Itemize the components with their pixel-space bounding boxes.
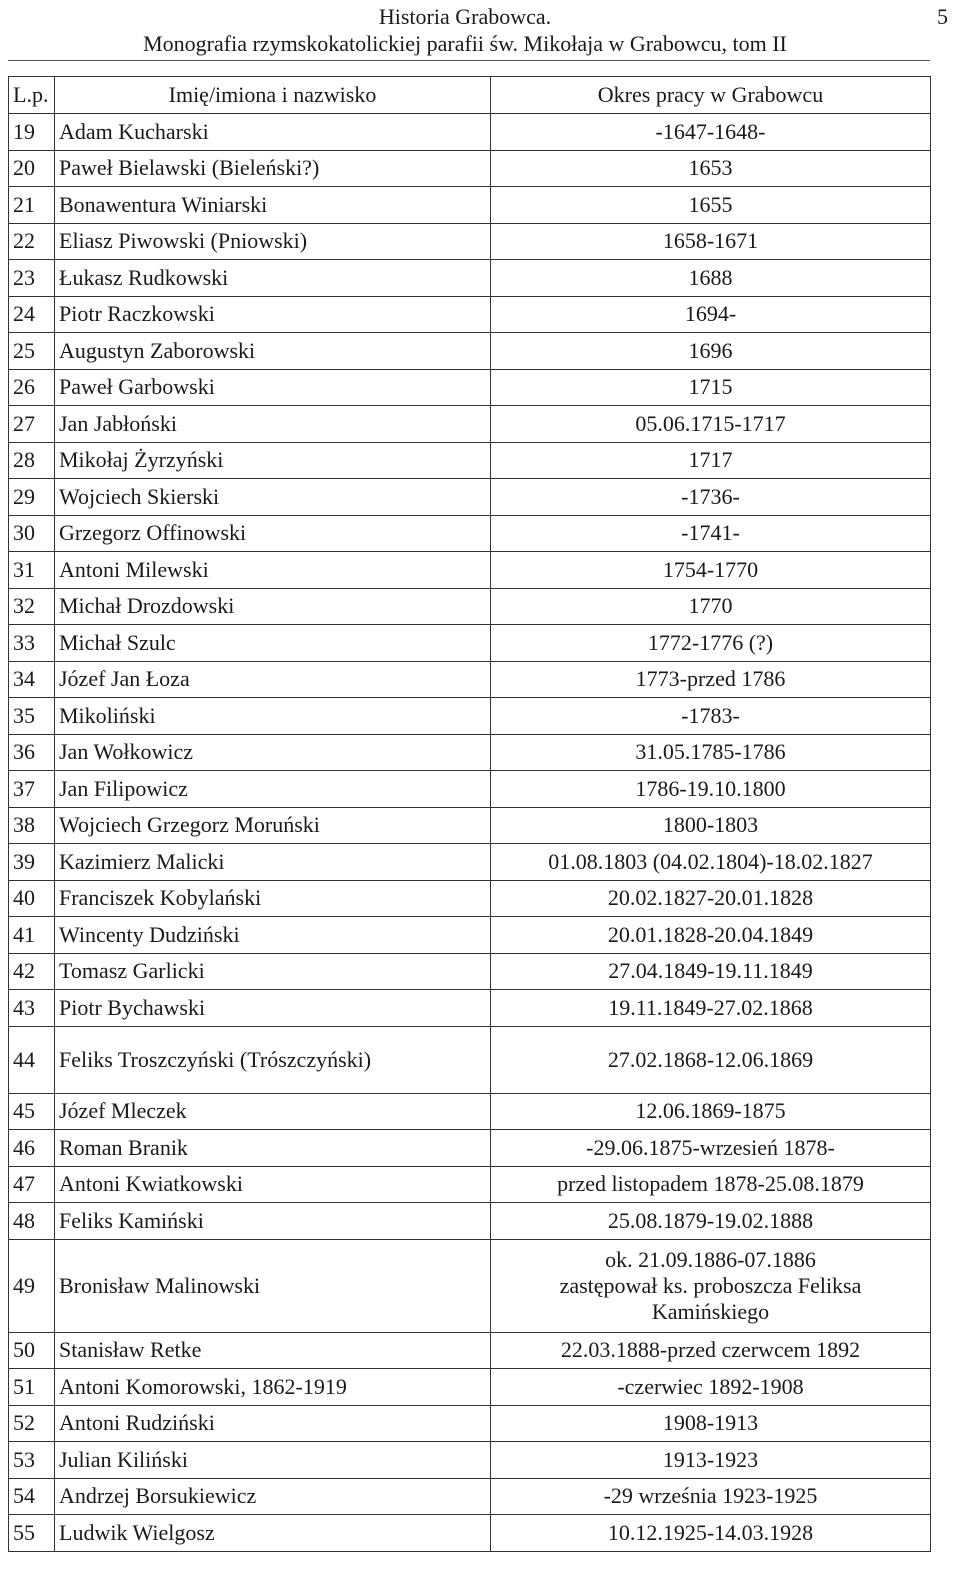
row-number: 51 <box>9 1369 55 1406</box>
service-period: -1783- <box>491 698 931 735</box>
table-row <box>9 917 931 954</box>
table-row <box>9 1239 931 1332</box>
service-period: 1653 <box>491 150 931 187</box>
service-period: 20.02.1827-20.01.1828 <box>491 880 931 917</box>
service-period-line: zastępował ks. proboszcza Feliksa <box>559 1272 862 1298</box>
service-period: 1688 <box>491 260 931 297</box>
priest-name: Jan Jabłoński <box>55 406 491 443</box>
table-row <box>9 1093 931 1130</box>
priest-name: Julian Kiliński <box>55 1442 491 1479</box>
service-period: przed listopadem 1878-25.08.1879 <box>491 1166 931 1203</box>
service-period: 1772-1776 (?) <box>491 625 931 662</box>
row-number: 36 <box>9 734 55 771</box>
row-number: 42 <box>9 953 55 990</box>
priest-name: Stanisław Retke <box>55 1332 491 1369</box>
table-row <box>9 1405 931 1442</box>
table-row <box>9 1515 931 1552</box>
priest-name: Bronisław Malinowski <box>55 1239 491 1332</box>
column-header-period: Okres pracy w Grabowcu <box>491 77 931 114</box>
table-row <box>9 515 931 552</box>
row-number: 48 <box>9 1203 55 1240</box>
service-period: 01.08.1803 (04.02.1804)-18.02.1827 <box>491 844 931 881</box>
row-number: 35 <box>9 698 55 735</box>
table-row <box>9 698 931 735</box>
priest-name: Antoni Kwiatkowski <box>55 1166 491 1203</box>
service-period: -29 września 1923-1925 <box>491 1478 931 1515</box>
table-row <box>9 1369 931 1406</box>
priest-name: Michał Szulc <box>55 625 491 662</box>
service-period <box>491 1239 931 1332</box>
priest-name: Augustyn Zaborowski <box>55 333 491 370</box>
priest-name: Feliks Kamiński <box>55 1203 491 1240</box>
service-period-line: Kamińskiego <box>651 1298 770 1324</box>
row-number: 24 <box>9 296 55 333</box>
table-row <box>9 552 931 589</box>
priest-name: Franciszek Kobylański <box>55 880 491 917</box>
document-title: Historia Grabowca. <box>378 4 552 29</box>
row-number: 28 <box>9 442 55 479</box>
row-number: 31 <box>9 552 55 589</box>
row-number: 21 <box>9 187 55 224</box>
service-period: 1773-przed 1786 <box>491 661 931 698</box>
table-row <box>9 114 931 151</box>
table-row <box>9 880 931 917</box>
priest-name: Mikoliński <box>55 698 491 735</box>
service-period: 1655 <box>491 187 931 224</box>
table-row <box>9 1130 931 1167</box>
table-row <box>9 1166 931 1203</box>
service-period: -29.06.1875-wrzesień 1878- <box>491 1130 931 1167</box>
priest-name: Piotr Bychawski <box>55 990 491 1027</box>
priest-name: Michał Drozdowski <box>55 588 491 625</box>
page-number: 5 <box>937 4 948 29</box>
service-period: -czerwiec 1892-1908 <box>491 1369 931 1406</box>
row-number: 50 <box>9 1332 55 1369</box>
service-period: 05.06.1715-1717 <box>491 406 931 443</box>
priest-name: Józef Mleczek <box>55 1093 491 1130</box>
document-subtitle: Monografia rzymskokatolickiej parafii św. Mikołaja w Grabowcu, tom II <box>143 31 787 56</box>
service-period: 1786-19.10.1800 <box>491 771 931 808</box>
priest-name: Antoni Milewski <box>55 552 491 589</box>
priest-name: Feliks Troszczyński (Trószczyński) <box>55 1026 491 1093</box>
table-row <box>9 625 931 662</box>
table-row <box>9 661 931 698</box>
row-number: 27 <box>9 406 55 443</box>
row-number: 34 <box>9 661 55 698</box>
table-row <box>9 1332 931 1369</box>
table-row <box>9 771 931 808</box>
row-number: 23 <box>9 260 55 297</box>
priest-name: Adam Kucharski <box>55 114 491 151</box>
service-period: 27.02.1868-12.06.1869 <box>491 1026 931 1093</box>
service-period: 20.01.1828-20.04.1849 <box>491 917 931 954</box>
service-period: 1717 <box>491 442 931 479</box>
column-header-name: Imię/imiona i nazwisko <box>55 77 491 114</box>
priest-name: Łukasz Rudkowski <box>55 260 491 297</box>
service-period: 22.03.1888-przed czerwcem 1892 <box>491 1332 931 1369</box>
service-period: -1741- <box>491 515 931 552</box>
priest-name: Tomasz Garlicki <box>55 953 491 990</box>
row-number: 22 <box>9 223 55 260</box>
table-row <box>9 406 931 443</box>
table-row <box>9 734 931 771</box>
row-number: 49 <box>9 1239 55 1332</box>
priest-name: Bonawentura Winiarski <box>55 187 491 224</box>
row-number: 44 <box>9 1026 55 1093</box>
service-period: 12.06.1869-1875 <box>491 1093 931 1130</box>
table-row <box>9 479 931 516</box>
service-period-line: ok. 21.09.1886-07.1886 <box>605 1246 816 1272</box>
row-number: 46 <box>9 1130 55 1167</box>
priest-name: Jan Filipowicz <box>55 771 491 808</box>
row-number: 30 <box>9 515 55 552</box>
table-row <box>9 369 931 406</box>
priest-name: Mikołaj Żyrzyński <box>55 442 491 479</box>
table-row <box>9 588 931 625</box>
table-row <box>9 333 931 370</box>
table-header-row <box>9 77 931 114</box>
row-number: 40 <box>9 880 55 917</box>
table-body <box>9 114 931 1552</box>
service-period: 1913-1923 <box>491 1442 931 1479</box>
priest-name: Józef Jan Łoza <box>55 661 491 698</box>
priest-name: Roman Branik <box>55 1130 491 1167</box>
priest-name: Grzegorz Offinowski <box>55 515 491 552</box>
priest-name: Eliasz Piwowski (Pniowski) <box>55 223 491 260</box>
row-number: 33 <box>9 625 55 662</box>
table-row <box>9 844 931 881</box>
service-period: 1770 <box>491 588 931 625</box>
row-number: 43 <box>9 990 55 1027</box>
row-number: 25 <box>9 333 55 370</box>
priest-name: Antoni Komorowski, 1862-1919 <box>55 1369 491 1406</box>
row-number: 39 <box>9 844 55 881</box>
priest-name: Andrzej Borsukiewicz <box>55 1478 491 1515</box>
row-number: 53 <box>9 1442 55 1479</box>
priest-name: Paweł Garbowski <box>55 369 491 406</box>
table-row <box>9 1203 931 1240</box>
table-row <box>9 1026 931 1093</box>
column-header-number: L.p. <box>9 77 55 114</box>
priest-name: Kazimierz Malicki <box>55 844 491 881</box>
table-row <box>9 1478 931 1515</box>
row-number: 38 <box>9 807 55 844</box>
service-period: -1736- <box>491 479 931 516</box>
header-divider <box>8 60 930 61</box>
service-period: 1800-1803 <box>491 807 931 844</box>
priest-name: Wojciech Skierski <box>55 479 491 516</box>
service-period: 1658-1671 <box>491 223 931 260</box>
table-row <box>9 296 931 333</box>
service-period: 10.12.1925-14.03.1928 <box>491 1515 931 1552</box>
priest-name: Wincenty Dudziński <box>55 917 491 954</box>
service-period: 1715 <box>491 369 931 406</box>
service-period: 31.05.1785-1786 <box>491 734 931 771</box>
service-period: 1908-1913 <box>491 1405 931 1442</box>
service-period: 19.11.1849-27.02.1868 <box>491 990 931 1027</box>
priest-name: Jan Wołkowicz <box>55 734 491 771</box>
row-number: 45 <box>9 1093 55 1130</box>
table-row <box>9 1442 931 1479</box>
row-number: 19 <box>9 114 55 151</box>
service-period: -1647-1648- <box>491 114 931 151</box>
row-number: 52 <box>9 1405 55 1442</box>
priest-name: Paweł Bielawski (Bieleński?) <box>55 150 491 187</box>
priest-name: Piotr Raczkowski <box>55 296 491 333</box>
row-number: 37 <box>9 771 55 808</box>
table-row <box>9 187 931 224</box>
priests-table <box>8 76 931 1552</box>
priest-name: Antoni Rudziński <box>55 1405 491 1442</box>
row-number: 54 <box>9 1478 55 1515</box>
row-number: 26 <box>9 369 55 406</box>
service-period: 1694- <box>491 296 931 333</box>
table-row <box>9 990 931 1027</box>
priest-name: Ludwik Wielgosz <box>55 1515 491 1552</box>
table-row <box>9 442 931 479</box>
table-row <box>9 223 931 260</box>
table-row <box>9 260 931 297</box>
page-header <box>0 0 960 62</box>
service-period: 1696 <box>491 333 931 370</box>
service-period: 25.08.1879-19.02.1888 <box>491 1203 931 1240</box>
service-period: 27.04.1849-19.11.1849 <box>491 953 931 990</box>
row-number: 32 <box>9 588 55 625</box>
table-row <box>9 150 931 187</box>
table-row <box>9 953 931 990</box>
row-number: 55 <box>9 1515 55 1552</box>
row-number: 47 <box>9 1166 55 1203</box>
priest-name: Wojciech Grzegorz Moruński <box>55 807 491 844</box>
row-number: 20 <box>9 150 55 187</box>
row-number: 29 <box>9 479 55 516</box>
service-period: 1754-1770 <box>491 552 931 589</box>
table-row <box>9 807 931 844</box>
row-number: 41 <box>9 917 55 954</box>
